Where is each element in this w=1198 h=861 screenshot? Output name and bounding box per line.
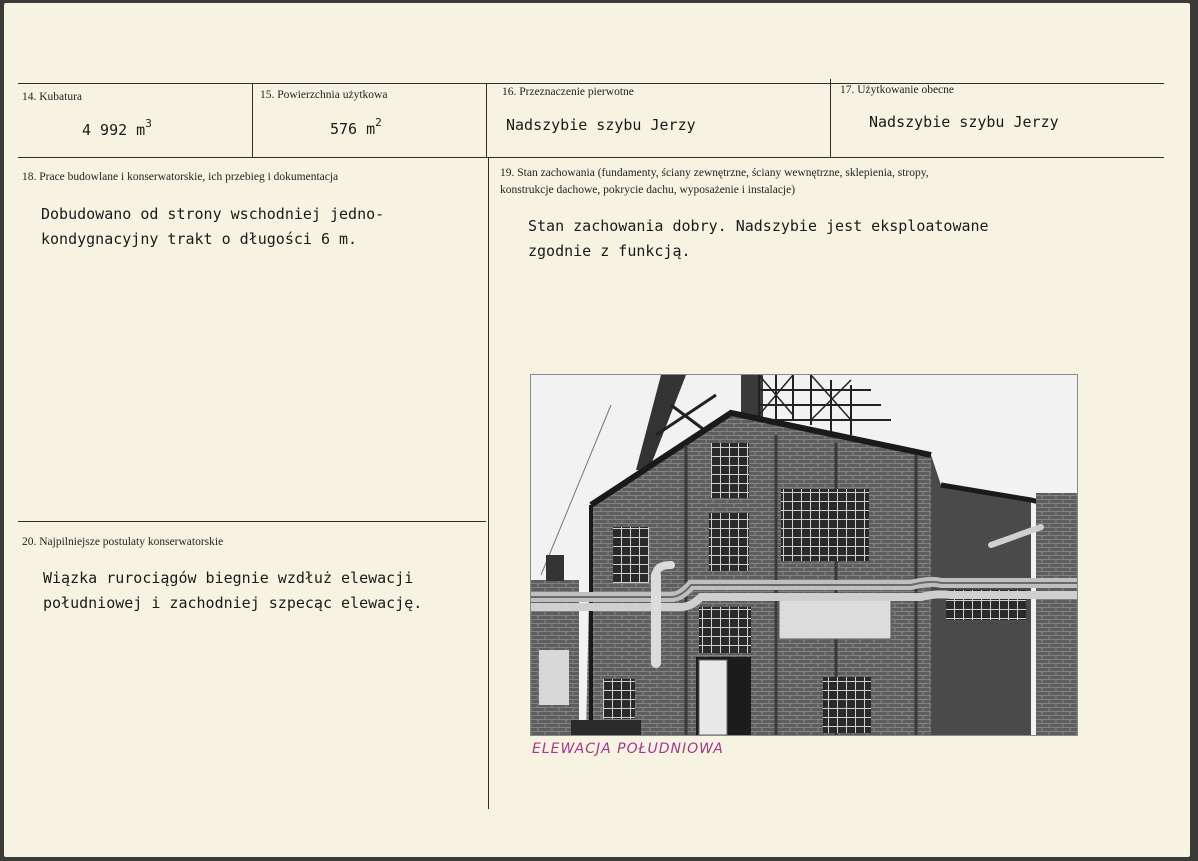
field-20-line-2: południowej i zachodniej szpecąc elewację. (43, 594, 423, 612)
field-17-value: Nadszybie szybu Jerzy (869, 113, 1059, 131)
field-14-label: 14. Kubatura (22, 91, 83, 103)
field-14-value: 4 992 $m^3$ (82, 117, 152, 139)
field-19-line-2: zgodnie z funkcją. (528, 242, 691, 260)
record-card (4, 3, 1190, 857)
field-18-line-1: Dobudowano od strony wschodniej jedno- (41, 205, 385, 223)
field-15-value: 576 $m^2$ (330, 116, 382, 138)
field-15-label: 15. Powierzchnia użytkowa (260, 89, 388, 101)
field-16-value: Nadszybie szybu Jerzy (506, 116, 696, 134)
field-18-label: 18. Prace budowlane i konserwatorskie, ich przebieg i dokumentacja (22, 171, 339, 183)
row1-bottom-rule (18, 157, 1164, 158)
divider-15-16 (486, 83, 487, 157)
field-19-label-line-2: konstrukcje dachowe, pokrycie dachu, wyposażenie i instalacje) (500, 184, 796, 196)
section18-bottom-rule (18, 521, 486, 522)
photo-caption: ELEWACJA POŁUDNIOWA (532, 741, 724, 757)
field-17-label: 17. Użytkowanie obecne (840, 84, 955, 96)
divider-16-17 (830, 79, 831, 157)
field-16-label: 16. Przeznaczenie pierwotne (502, 86, 634, 98)
field-18-text (41, 202, 384, 252)
column-divider (488, 157, 489, 809)
top-rule (18, 83, 1164, 84)
divider-14-15 (252, 83, 253, 157)
field-18-line-2: kondygnacyjny trakt o długości 6 m. (41, 230, 358, 248)
field-19-label (500, 165, 1070, 199)
field-20-text (43, 566, 422, 616)
field-20-line-1: Wiązka rurociągów biegnie wzdłuż elewacji (43, 569, 414, 587)
building-photo (530, 374, 1078, 736)
field-19-text (528, 214, 989, 264)
field-20-label: 20. Najpilniejsze postulaty konserwatorskie (22, 536, 224, 548)
field-19-line-1: Stan zachowania dobry. Nadszybie jest eksploatowane (528, 217, 989, 235)
field-19-label-line-1: 19. Stan zachowania (fundamenty, ściany zewnętrzne, ściany wewnętrzne, sklepienia, stropy, (500, 167, 929, 179)
